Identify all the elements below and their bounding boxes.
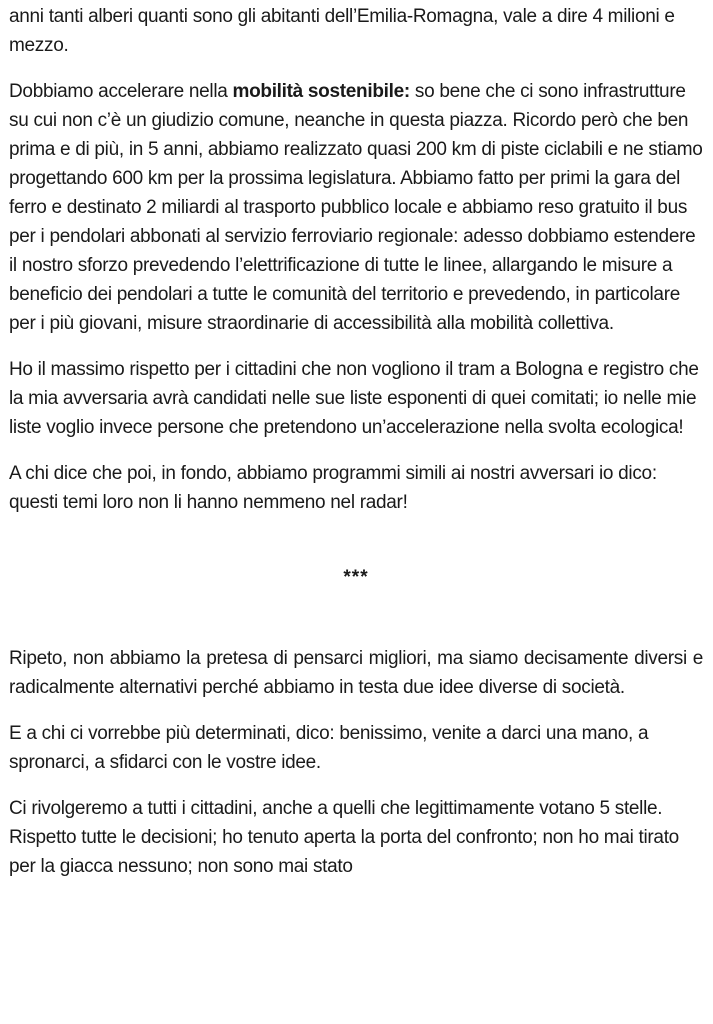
text-run: so bene che ci sono infrastrutture su cui non c’è un giudizio comune, neanche in questa piazza. Ricordo però che ben prima e di più, in 5 anni, abbiamo realizzato quasi 200 km di piste ciclabili e ne stiamo progettando 600 km per la prossima legislatura. Abbiamo fatto per primi la gara del ferro e destinato 2 miliardi al trasporto pubblico locale e abbiamo reso gratuito il bus per i pendolari abbonati al servizio ferroviario regionale: adesso dobbiamo estendere il nostro sforzo prevedendo l’elettrificazione di tutte le linee, allargando le misure a beneficio dei pendolari a tutte le comunità del territorio e prevedendo, in particolare per i più giovani, misure straordinarie di accessibilità alla mobilità collettiva. <box>9 81 703 334</box>
paragraph-ripeto: Ripeto, non abbiamo la pretesa di pensarci migliori, ma siamo decisamente diversi e radicalmente alternativi perché abbiamo in testa due idee diverse di società. <box>9 648 703 698</box>
paragraph-determinati: E a chi ci vorrebbe più determinati, dico: benissimo, venite a darci una mano, a spronarci, a sfidarci con le vostre idee. <box>9 723 649 773</box>
paragraph-cittadini: Ci rivolgeremo a tutti i cittadini, anche a quelli che legittimamente votano 5 stelle. Rispetto tutte le decisioni; ho tenuto aperta la porta del confronto; non ho mai tirato per la giacca nessuno; non sono mai stato <box>9 798 679 877</box>
paragraph-programmi-simili: A chi dice che poi, in fondo, abbiamo programmi simili ai nostri avversari io dico: questi temi loro non li hanno nemmeno nel radar! <box>9 463 657 513</box>
section-separator: *** <box>343 567 369 588</box>
paragraph-mobilita-sostenibile <box>9 77 703 338</box>
bold-text-run: mobilità sostenibile: <box>232 81 410 102</box>
paragraph-intro: anni tanti alberi quanti sono gli abitanti dell’Emilia-Romagna, vale a dire 4 milioni e mezzo. <box>9 6 675 56</box>
paragraph-tram-bologna: Ho il massimo rispetto per i cittadini che non vogliono il tram a Bologna e registro che la mia avversaria avrà candidati nelle sue liste esponenti di quei comitati; io nelle mie liste voglio invece persone che pretendono un’accelerazione nella svolta ecologica! <box>9 359 699 438</box>
text-run: Dobbiamo accelerare nella <box>9 81 233 102</box>
